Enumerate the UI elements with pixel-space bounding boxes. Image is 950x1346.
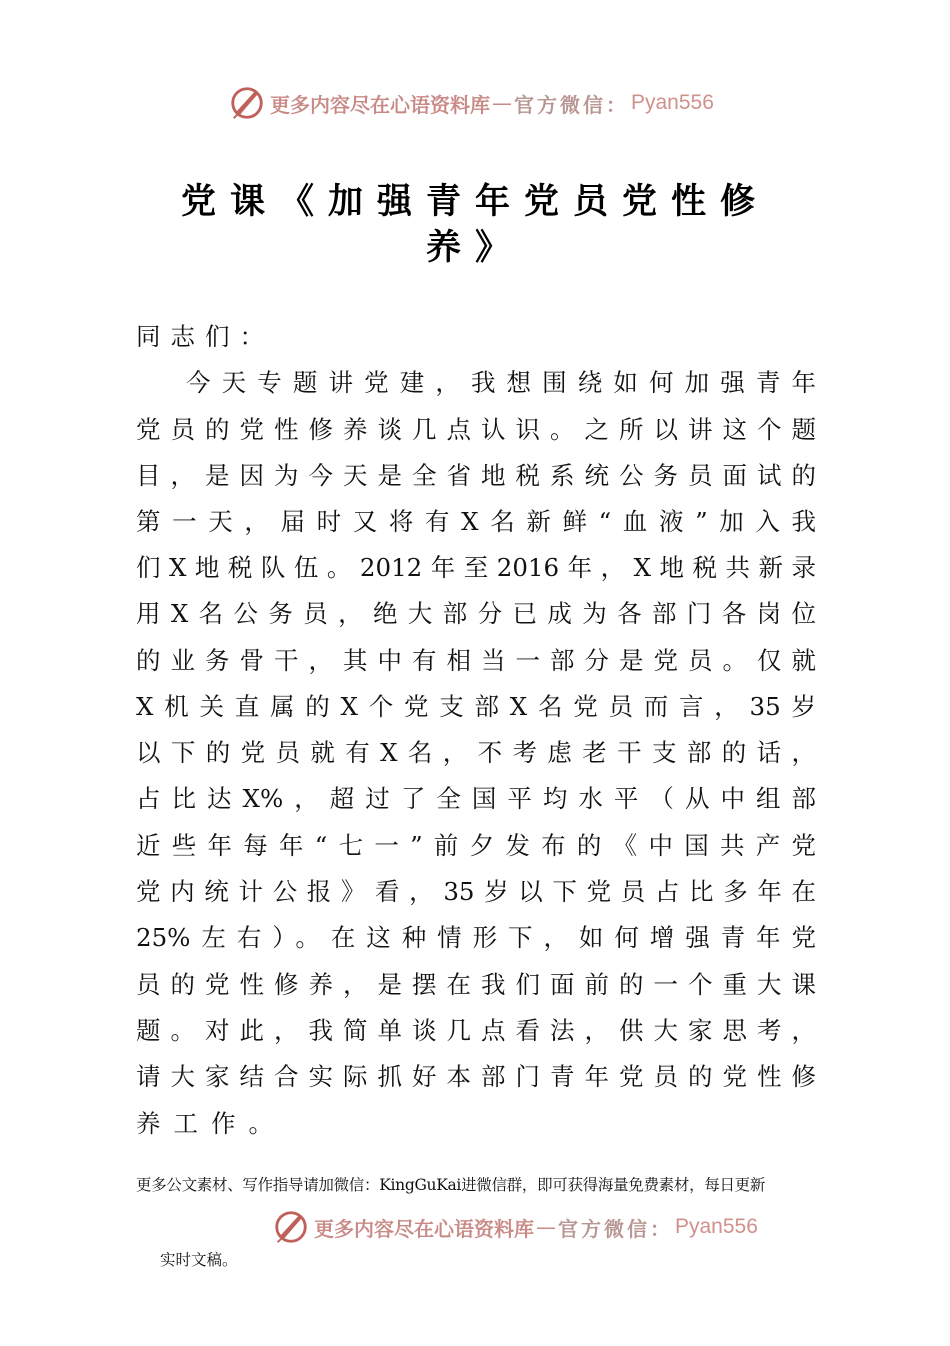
- body-line: 请大家结合实际抓好本部门青年党员的党性修: [136, 1062, 816, 1091]
- watermark-id: Pyan556: [631, 91, 714, 114]
- document-title-line-2: 养》: [425, 228, 524, 268]
- footer-note-continued: 实时文稿。: [160, 1251, 238, 1269]
- watermark-dash: —: [536, 1215, 556, 1239]
- body-line: 占比达X%，超过了全国平均水平（从中组部: [136, 784, 816, 813]
- body-line: 近些年每年“七一”前夕发布的《中国共产党: [136, 831, 816, 860]
- watermark-id: Pyan556: [675, 1215, 758, 1238]
- watermark-footer: [272, 1208, 758, 1246]
- watermark-label: 官方微信：: [514, 92, 629, 117]
- body-line: 用X名公务员，绝大部分已成为各部门各岗位: [136, 599, 816, 628]
- body-line: 党内统计公报》看，35岁以下党员占比多年在: [136, 877, 816, 906]
- body-line: 养工作。: [136, 1109, 286, 1138]
- body-line: 今天专题讲党建，我想围绕如何加强青年: [186, 368, 816, 397]
- body-line: X机关直属的X个党支部X名党员而言，35岁: [136, 692, 816, 721]
- footer-note: 更多公文素材、写作指导请加微信：KingGuKai进微信群，即可获得海量免费素材，每日更新: [136, 1176, 766, 1194]
- watermark-dash: —: [492, 91, 512, 115]
- body-line: 党员的党性修养谈几点认识。之所以讲这个题: [136, 415, 816, 444]
- body-line: 第一天，届时又将有X名新鲜“血液”加入我: [136, 507, 816, 536]
- greeting: 同志们：: [136, 322, 274, 351]
- body-line: 25%左右）。在这种情形下，如何增强青年党: [136, 923, 816, 952]
- pen-logo-icon: [228, 84, 266, 122]
- body-line: 们X地税队伍。2012年至2016年，X地税共新录: [136, 553, 816, 582]
- pen-logo-icon: [272, 1208, 310, 1246]
- body-line: 目，是因为今天是全省地税系统公务员面试的: [136, 461, 816, 490]
- watermark-label: 官方微信：: [558, 1216, 673, 1241]
- watermark-header: [228, 84, 714, 122]
- watermark-text: 更多内容尽在心语资料库: [270, 92, 490, 117]
- body-line: 员的党性修养，是摆在我们面前的一个重大课: [136, 970, 816, 999]
- watermark-text: 更多内容尽在心语资料库: [314, 1216, 534, 1241]
- body-line: 的业务骨干，其中有相当一部分是党员。仅就: [136, 646, 816, 675]
- body-line: 题。对此，我简单谈几点看法，供大家思考，: [136, 1016, 816, 1045]
- body-line: 以下的党员就有X名，不考虑老干支部的话，: [136, 738, 816, 767]
- document-title-line-1: 党课《加强青年党员党性修: [180, 182, 769, 222]
